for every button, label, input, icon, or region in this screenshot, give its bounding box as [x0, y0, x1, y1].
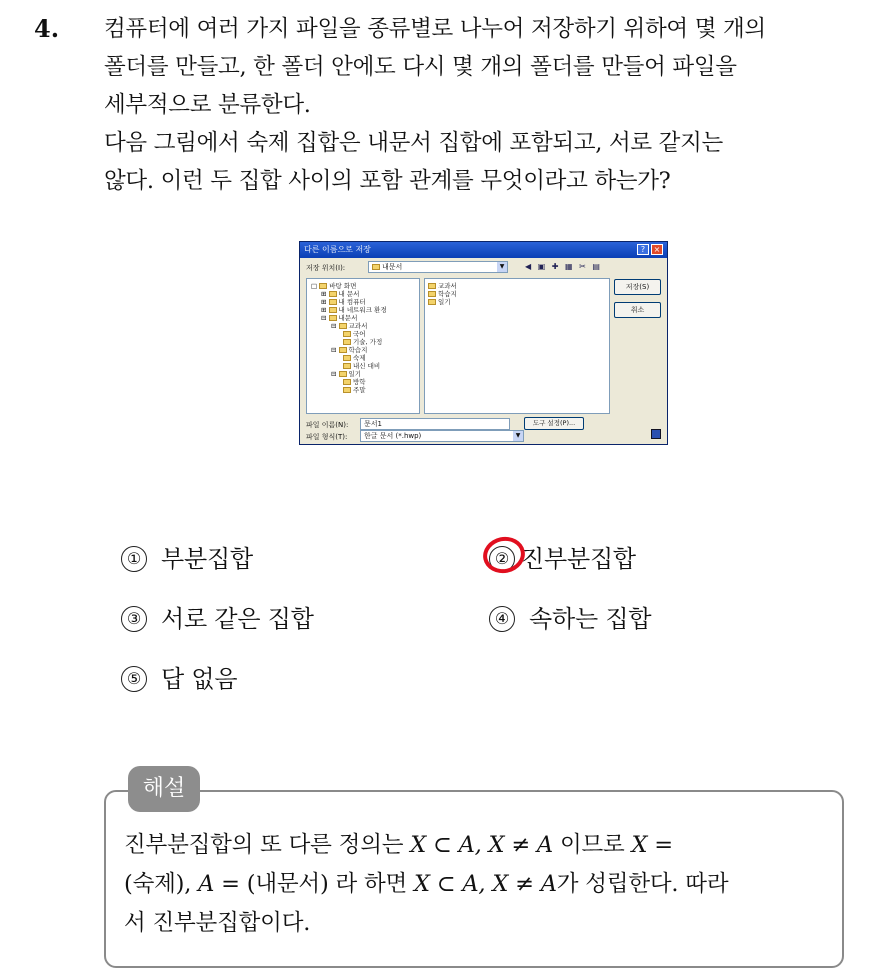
question-line: 컴퓨터에 여러 가지 파일을 종류별로 나누어 저장하기 위하여 몇 개의 [104, 16, 766, 42]
save-in-combo [368, 261, 508, 273]
option-number: ② [489, 546, 515, 572]
save-dialog-figure [299, 241, 668, 445]
option-text: 속하는 집합 [529, 605, 652, 633]
option-number: ③ [121, 606, 147, 632]
filename-input: 문서1 [360, 418, 510, 430]
option-text: 부분집합 [161, 545, 253, 573]
option-5 [121, 659, 237, 694]
explanation-tag: 해설 [128, 766, 200, 812]
tree-item: 숙제 [343, 354, 366, 363]
tree-item: 주말 [343, 386, 366, 395]
option-1 [121, 539, 253, 574]
save-in-value: 내문서 [382, 263, 403, 271]
file-list-pane [424, 278, 610, 414]
chevron-down-icon: ▼ [497, 262, 507, 272]
folder-tree-pane [306, 278, 420, 414]
explanation-text [124, 826, 828, 943]
save-button: 저장(S) [614, 279, 661, 295]
dialog-title-bar [300, 242, 667, 258]
file-item: 학습지 [428, 290, 457, 299]
tree-item: 국어 [343, 330, 366, 339]
explanation-line: (숙제), A = (내문서) 라 하면 X ⊂ A, X ≠ A가 성립한다. 따라 [124, 871, 729, 897]
toolbar-icons: ◀ ▣ ✚ ▦ ✂ ▤ [525, 262, 602, 271]
question-text [104, 10, 864, 200]
close-icon: × [651, 244, 663, 255]
option-number: ④ [489, 606, 515, 632]
filetype-combo [360, 430, 524, 442]
question-number: 4. [34, 14, 60, 43]
tree-item: ⊞ 내 문서 [321, 290, 360, 298]
option-text: 서로 같은 집합 [161, 605, 314, 633]
option-3 [121, 599, 314, 634]
tree-item: ⊞ 내 컴퓨터 [321, 298, 366, 306]
question-line: 다음 그림에서 숙제 집합은 내문서 집합에 포함되고, 서로 같지는 [104, 130, 723, 156]
option-4 [489, 599, 651, 634]
tree-item: ⊟ 내문서 [321, 314, 358, 322]
option-number: ① [121, 546, 147, 572]
dialog-title: 다른 이름으로 저장 [304, 245, 371, 254]
file-item: 교과서 [428, 282, 457, 291]
tree-item: ⊟ 일기 [331, 370, 362, 378]
question-line: 폴더를 만들고, 한 폴더 안에도 다시 몇 개의 폴더를 만들어 파일을 [104, 54, 737, 80]
explanation-line: 진부분집합의 또 다른 정의는 X ⊂ A, X ≠ A 이므로 X = [124, 832, 673, 858]
tree-item: 기술, 가정 [343, 338, 382, 347]
option-text: 답 없음 [161, 665, 238, 693]
tree-item: ⊞ 내 네트워크 환경 [321, 306, 387, 314]
filetype-value: 한글 문서 (*.hwp) [364, 432, 422, 440]
option-number: ⑤ [121, 666, 147, 692]
option-text: 진부분집합 [521, 545, 636, 573]
tree-item: 내신 대비 [343, 362, 380, 371]
info-icon [651, 429, 661, 439]
tree-item: 방학 [343, 378, 366, 387]
question-line: 세부적으로 분류한다. [104, 92, 311, 118]
folder-icon [372, 264, 380, 270]
help-icon: ? [637, 244, 649, 255]
filename-label: 파일 이름(N): [306, 421, 349, 429]
tree-item: ⊟ 학습지 [331, 346, 368, 354]
file-item: 일기 [428, 298, 451, 307]
filetype-label: 파일 형식(T): [306, 433, 348, 441]
question-line: 않다. 이런 두 집합 사이의 포함 관계를 무엇이라고 하는가? [104, 168, 671, 194]
save-in-label: 저장 위치(I): [306, 264, 346, 272]
chevron-down-icon: ▼ [513, 431, 523, 441]
tree-item: ⊟ 교과서 [331, 322, 368, 330]
tree-item: □ 바탕 화면 [311, 282, 357, 290]
options-button: 도구 설정(P)... [524, 417, 584, 430]
explanation-line: 서 진부분집합이다. [124, 910, 311, 936]
cancel-button: 취소 [614, 302, 661, 318]
